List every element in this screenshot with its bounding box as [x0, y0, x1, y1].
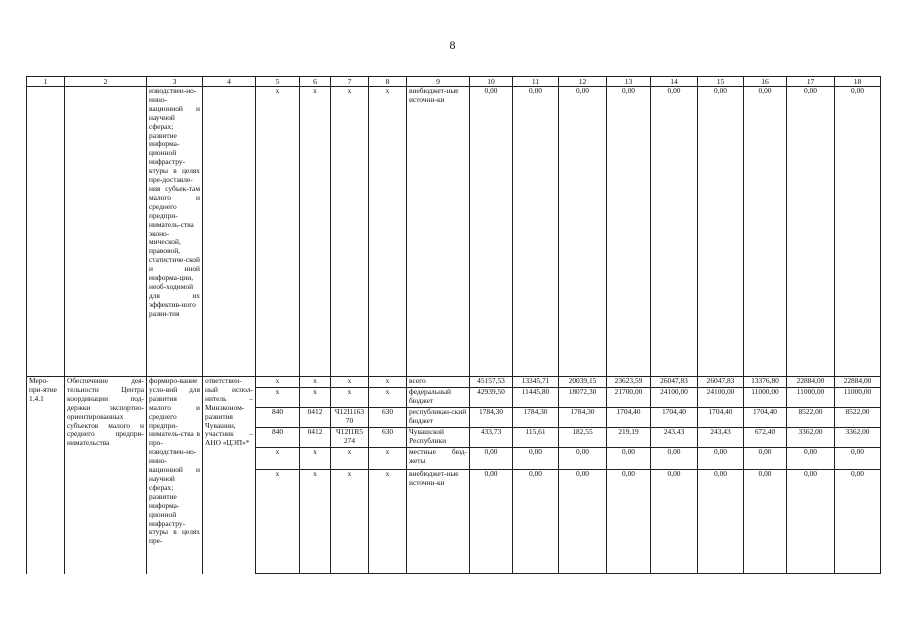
budget-table [26, 76, 881, 574]
column-number-header: 15 [698, 77, 744, 87]
value-cell: 0,00 [513, 448, 559, 470]
value-cell: 11000,00 [744, 388, 787, 408]
cell-c8: x [369, 388, 407, 408]
value-cell: 243,43 [651, 428, 698, 448]
cell-c8: x [369, 377, 407, 388]
value-cell: 0,00 [744, 448, 787, 470]
value-cell: 0,00 [651, 470, 698, 574]
value-cell: 0,00 [651, 87, 698, 377]
value-cell: 0,00 [470, 87, 513, 377]
value-cell: 8522,00 [835, 408, 881, 428]
cell-c7: x [331, 448, 369, 470]
funding-source: внебюджет-ные источни-ки [407, 470, 470, 574]
cell-c6: x [300, 448, 331, 470]
column-number-header: 3 [147, 77, 203, 87]
cell-c8: 630 [369, 428, 407, 448]
value-cell: 26047,83 [651, 377, 698, 388]
cell-c8: x [369, 87, 407, 377]
value-cell: 3362,00 [787, 428, 835, 448]
cell-c5: x [256, 448, 300, 470]
value-cell: 0,00 [835, 448, 881, 470]
cell-empty [203, 87, 256, 377]
cell-c8: x [369, 470, 407, 574]
value-cell: 20039,15 [559, 377, 607, 388]
cell-c5: x [256, 377, 300, 388]
value-cell: 243,43 [698, 428, 744, 448]
page-number: 8 [449, 38, 456, 52]
value-cell: 0,00 [559, 87, 607, 377]
value-cell: 1784,30 [470, 408, 513, 428]
measure-number: Меро-при-ятие 1.4.1 [27, 377, 65, 574]
value-cell: 3362,00 [835, 428, 881, 448]
cell-empty [65, 87, 147, 377]
value-cell: 18072,30 [559, 388, 607, 408]
column-number-header: 8 [369, 77, 407, 87]
column-number-row [27, 77, 881, 87]
value-cell: 0,00 [559, 448, 607, 470]
value-cell: 0,00 [744, 470, 787, 574]
column-number-header: 16 [744, 77, 787, 87]
cell-c7: Ч12I1163 70 [331, 408, 369, 428]
value-cell: 0,00 [470, 470, 513, 574]
column-number-header: 14 [651, 77, 698, 87]
cell-c7: Ч12I1R5 274 [331, 428, 369, 448]
cell-c5: 840 [256, 428, 300, 448]
value-cell: 672,40 [744, 428, 787, 448]
funding-source: республикан-ский бюджет [407, 408, 470, 428]
cell-c6: x [300, 388, 331, 408]
value-cell: 0,00 [835, 87, 881, 377]
cell-empty [27, 87, 65, 377]
column-number-header: 13 [607, 77, 651, 87]
value-cell: 13345,71 [513, 377, 559, 388]
value-cell: 0,00 [744, 87, 787, 377]
value-cell: 0,00 [470, 448, 513, 470]
column-number-header: 5 [256, 77, 300, 87]
value-cell: 0,00 [559, 470, 607, 574]
value-cell: 0,00 [835, 470, 881, 574]
value-cell: 23623,59 [607, 377, 651, 388]
value-cell: 182,55 [559, 428, 607, 448]
value-cell: 0,00 [607, 448, 651, 470]
value-cell: 0,00 [787, 87, 835, 377]
cell-c8: x [369, 448, 407, 470]
cell-c7: x [331, 87, 369, 377]
cell-c7: x [331, 377, 369, 388]
value-cell: 24100,00 [698, 388, 744, 408]
value-cell: 42939,50 [470, 388, 513, 408]
value-cell: 8522,00 [787, 408, 835, 428]
value-cell: 0,00 [607, 470, 651, 574]
task-text-continued: изводствен-но-инно-вационной и научной сферах; развитие информа-ционной инфрастру-ктуры в целях пре-доставле-ния субъек-там малого и среднего предпри-ниматель-ства эконо-мической, правовой, статистиче-ской и иной информа-ции, необ-ходимой для их эффектив-ного разви-тия [147, 87, 203, 377]
value-cell: 1704,40 [698, 408, 744, 428]
value-cell: 24100,00 [651, 388, 698, 408]
cell-c6: x [300, 87, 331, 377]
value-cell: 433,73 [470, 428, 513, 448]
value-cell: 26047,83 [698, 377, 744, 388]
column-number-header: 12 [559, 77, 607, 87]
value-cell: 0,00 [651, 448, 698, 470]
funding-source: Чувашской Республики [407, 428, 470, 448]
cell-c5: x [256, 388, 300, 408]
cell-c5: x [256, 470, 300, 574]
funding-source: внебюджет-ные источни-ки [407, 87, 470, 377]
value-cell: 0,00 [787, 470, 835, 574]
table-row [27, 87, 881, 377]
value-cell: 22884,00 [835, 377, 881, 388]
value-cell: 1784,30 [513, 408, 559, 428]
value-cell: 0,00 [698, 87, 744, 377]
value-cell: 1784,30 [559, 408, 607, 428]
column-number-header: 10 [470, 77, 513, 87]
cell-c6: 0412 [300, 428, 331, 448]
column-number-header: 6 [300, 77, 331, 87]
value-cell: 1704,40 [744, 408, 787, 428]
task-text: формиро-вание усло-вий для развития малого и среднего предпри-ниматель-ства в про-изводствен-но-инно-вационной и научной сферах; развитие информа-ционной инфрастру-ктуры в целях пре- [147, 377, 203, 574]
value-cell: 11445,80 [513, 388, 559, 408]
cell-c7: x [331, 388, 369, 408]
column-number-header: 4 [203, 77, 256, 87]
cell-c6: x [300, 377, 331, 388]
column-number-header: 9 [407, 77, 470, 87]
funding-source: местные бюд-жеты [407, 448, 470, 470]
value-cell: 21700,00 [607, 388, 651, 408]
value-cell: 0,00 [698, 448, 744, 470]
value-cell: 1704,40 [607, 408, 651, 428]
value-cell: 0,00 [787, 448, 835, 470]
value-cell: 0,00 [698, 470, 744, 574]
value-cell: 1704,40 [651, 408, 698, 428]
column-number-header: 11 [513, 77, 559, 87]
value-cell: 0,00 [513, 87, 559, 377]
value-cell: 45157,53 [470, 377, 513, 388]
cell-c5: x [256, 87, 300, 377]
column-number-header: 17 [787, 77, 835, 87]
cell-c7: x [331, 470, 369, 574]
value-cell: 11000,00 [835, 388, 881, 408]
column-number-header: 2 [65, 77, 147, 87]
value-cell: 0,00 [513, 470, 559, 574]
column-number-header: 7 [331, 77, 369, 87]
funding-source: всего [407, 377, 470, 388]
table-row [27, 377, 881, 388]
column-number-header: 1 [27, 77, 65, 87]
value-cell: 13376,80 [744, 377, 787, 388]
value-cell: 219,19 [607, 428, 651, 448]
value-cell: 11000,00 [787, 388, 835, 408]
executor-text: ответствен-ный испол-нитель – Минэконом-развития Чувашии, участник – АНО «ЦЭП»* [203, 377, 256, 574]
cell-c5: 840 [256, 408, 300, 428]
cell-c6: x [300, 470, 331, 574]
cell-c6: 0412 [300, 408, 331, 428]
value-cell: 22884,00 [787, 377, 835, 388]
measure-name: Обеспечение дея-тельности Центра координации под-держки экспортно-ориентированных субъектов малого и среднего предпри-нимательства [65, 377, 147, 574]
cell-c8: 630 [369, 408, 407, 428]
value-cell: 115,61 [513, 428, 559, 448]
column-number-header: 18 [835, 77, 881, 87]
funding-source: федеральный бюджет [407, 388, 470, 408]
value-cell: 0,00 [607, 87, 651, 377]
